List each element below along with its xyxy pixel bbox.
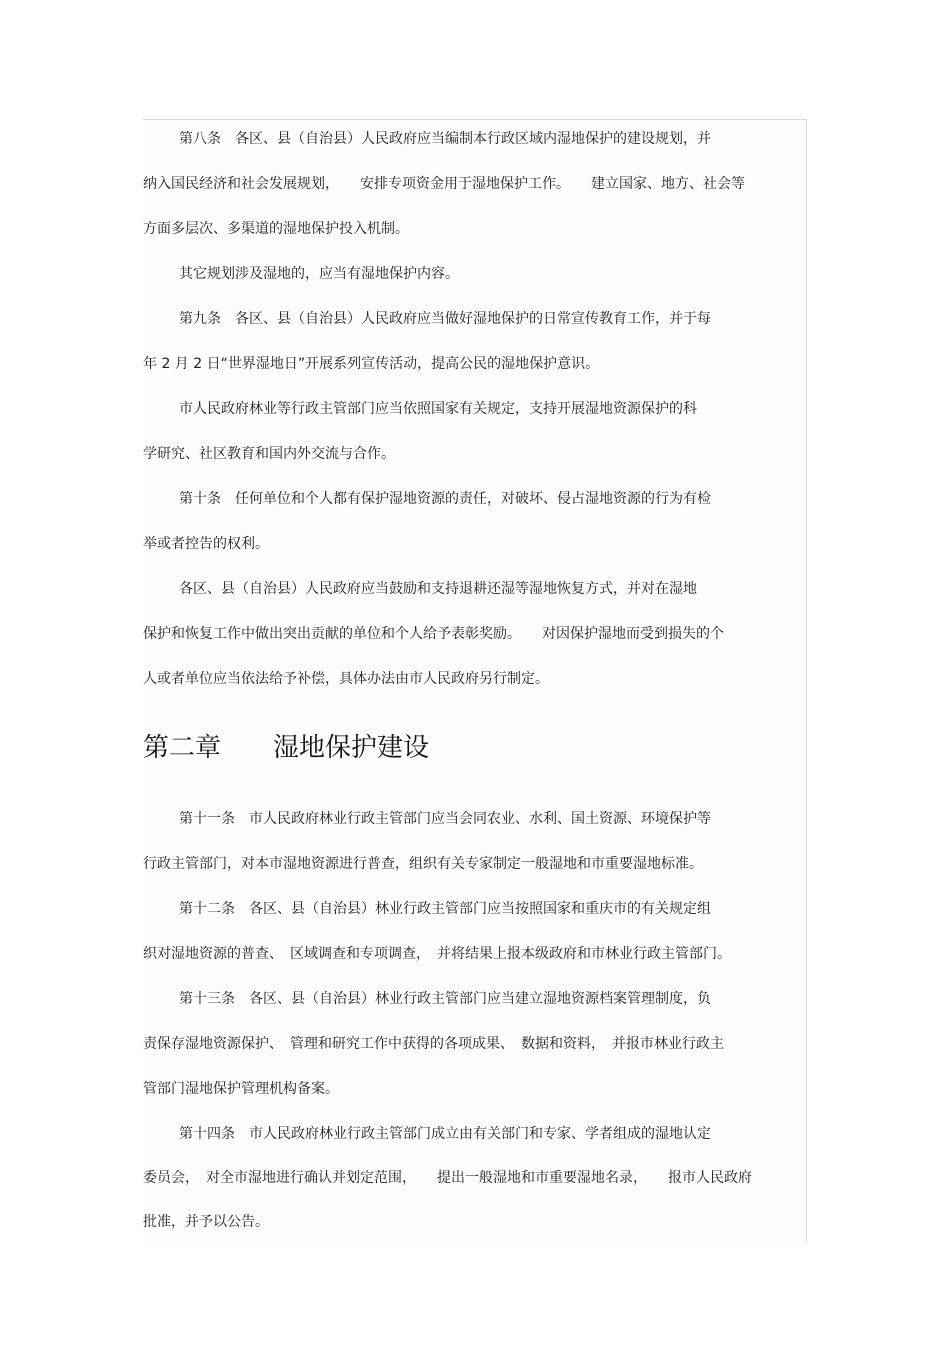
article-8-line-1: 第八条 各区、县（自治县）人民政府应当编制本行政区域内湿地保护的建设规划，并 xyxy=(179,131,711,147)
article-9-line-1: 第九条 各区、县（自治县）人民政府应当做好湿地保护的日常宣传教育工作，并于每 xyxy=(179,311,711,327)
article-13-line-1: 第十三条 各区、县（自治县）林业行政主管部门应当建立湿地资源档案管理制度，负 xyxy=(179,991,711,1007)
article-9-p2-line-1: 市人民政府林业等行政主管部门应当依照国家有关规定，支持开展湿地资源保护的科 xyxy=(179,401,697,417)
article-10-p2-line-3: 人或者单位应当依法给予补偿，具体办法由市人民政府另行制定。 xyxy=(143,671,549,687)
article-9-p2-line-2: 学研究、社区教育和国内外交流与合作。 xyxy=(143,446,395,462)
article-10-p2-line-2: 保护和恢复工作中做出突出贡献的单位和个人给予表彰奖励。 对因保护湿地而受到损失的个 xyxy=(143,626,724,642)
article-8-line-2: 纳入国民经济和社会发展规划， 安排专项资金用于湿地保护工作。 建立国家、地方、社会等 xyxy=(143,176,745,192)
article-14-line-2: 委员会， 对全市湿地进行确认并划定范围， 提出一般湿地和市重要湿地名录， 报市人民政府 xyxy=(143,1170,752,1186)
article-13-line-3: 管部门湿地保护管理机构备案。 xyxy=(143,1081,339,1097)
article-10-line-1: 第十条 任何单位和个人都有保护湿地资源的责任，对破坏、侵占湿地资源的行为有检 xyxy=(179,491,711,507)
article-12-line-2: 织对湿地资源的普查、 区域调查和专项调查， 并将结果上报本级政府和市林业行政主管部门。 xyxy=(143,946,731,962)
article-11-line-2: 行政主管部门，对本市湿地资源进行普查，组织有关专家制定一般湿地和市重要湿地标准。 xyxy=(143,856,703,872)
article-10-line-2: 举或者控告的权利。 xyxy=(143,536,269,552)
chapter-heading: 第二章 湿地保护建设 xyxy=(143,733,430,763)
article-10-p2-line-1: 各区、县（自治县）人民政府应当鼓励和支持退耕还湿等湿地恢复方式，并对在湿地 xyxy=(179,581,697,597)
article-13-line-2: 责保存湿地资源保护、 管理和研究工作中获得的各项成果、 数据和资料， 并报市林业行政主 xyxy=(143,1036,724,1052)
article-9-line-2: 年 2 月 2 日“世界湿地日”开展系列宣传活动，提高公民的湿地保护意识。 xyxy=(143,356,600,372)
article-11-line-1: 第十一条 市人民政府林业行政主管部门应当会同农业、水利、国土资源、环境保护等 xyxy=(179,811,711,827)
article-8-paragraph-2: 其它规划涉及湿地的，应当有湿地保护内容。 xyxy=(179,266,459,282)
article-8-line-3: 方面多层次、多渠道的湿地保护投入机制。 xyxy=(143,221,409,237)
article-14-line-1: 第十四条 市人民政府林业行政主管部门成立由有关部门和专家、学者组成的湿地认定 xyxy=(179,1126,711,1142)
article-12-line-1: 第十二条 各区、县（自治县）林业行政主管部门应当按照国家和重庆市的有关规定组 xyxy=(179,901,711,917)
article-14-line-3: 批准，并予以公告。 xyxy=(143,1214,269,1230)
